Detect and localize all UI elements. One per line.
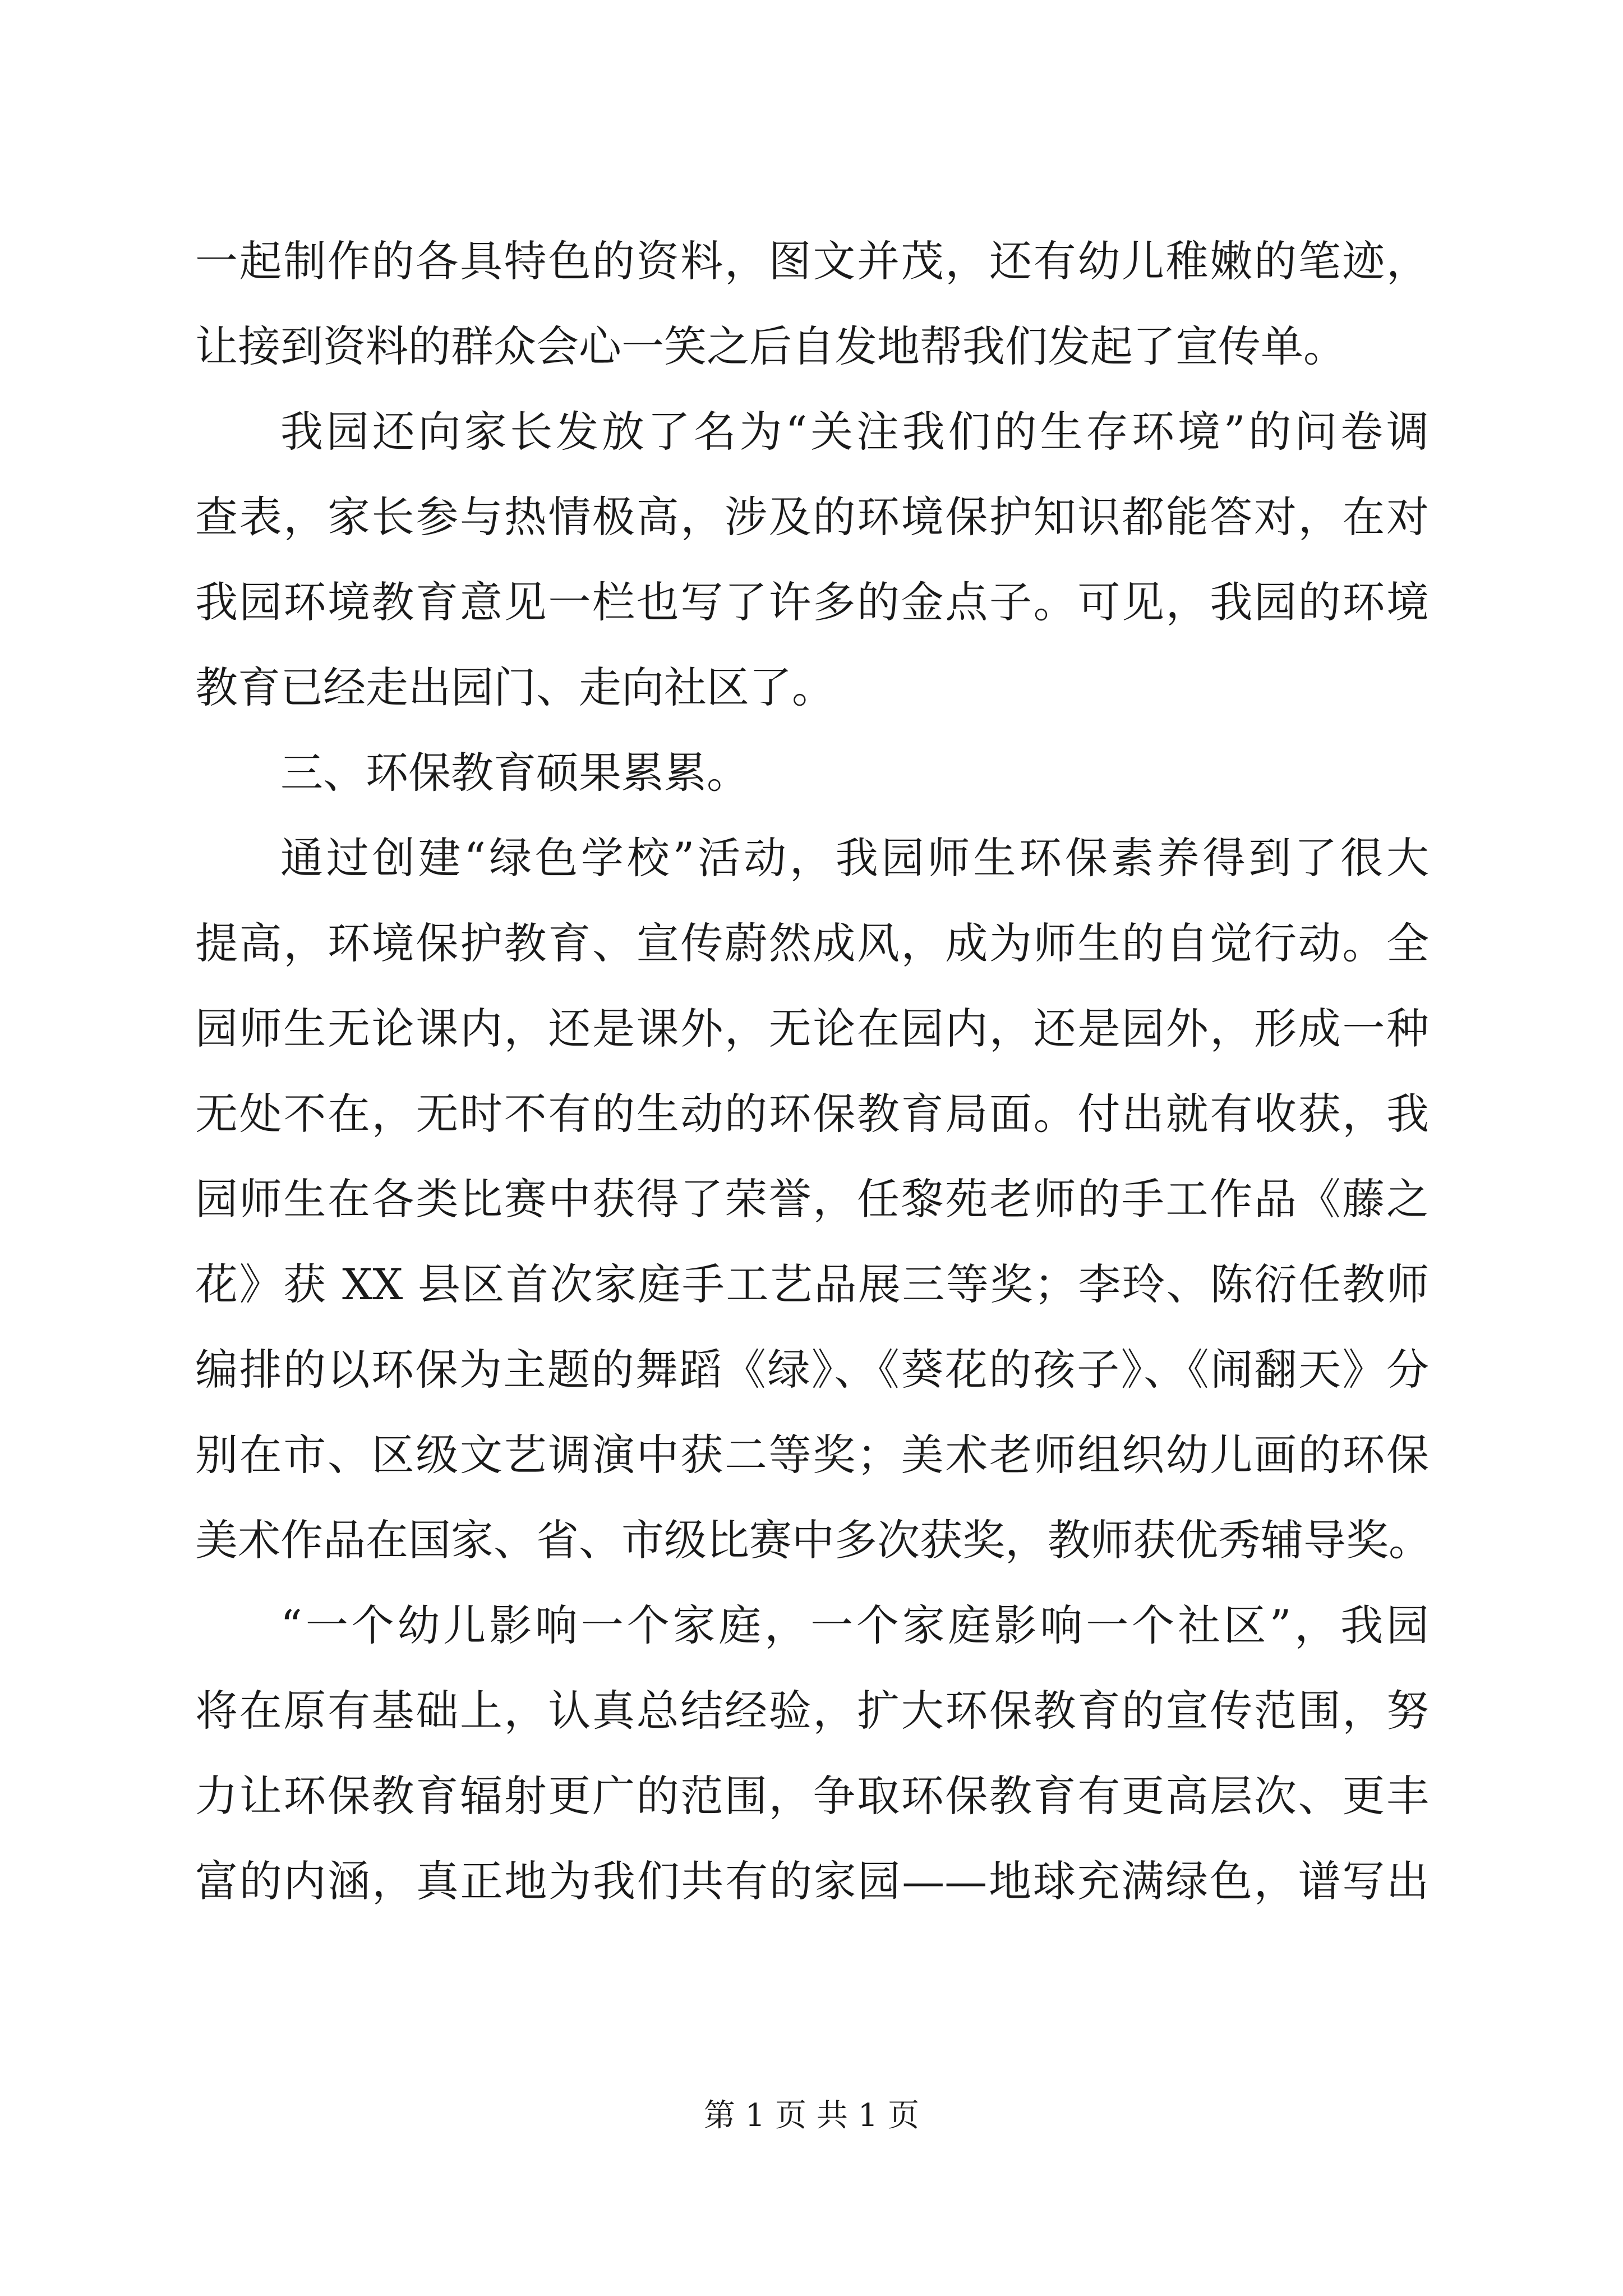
text-line: 富的内涵，真正地为我们共有的家园——地球充满绿色，谱写出 <box>195 1856 1429 1906</box>
text-line: 无处不在，无时不有的生动的环保教育局面。付出就有收获，我 <box>195 1089 1429 1139</box>
text-line: 教育已经走出园门、走向社区了。 <box>195 662 834 712</box>
text-line: “一个幼儿影响一个家庭，一个家庭影响一个社区”，我园 <box>280 1600 1429 1650</box>
text-line: 花》获 XX 县区首次家庭手工艺品展三等奖；李玲、陈衍任教师 <box>195 1259 1429 1309</box>
text-line: 查表，家长参与热情极高，涉及的环境保护知识都能答对，在对 <box>195 492 1429 542</box>
text-line: 我园还向家长发放了名为“关注我们的生存环境”的问卷调 <box>280 407 1429 457</box>
text-line: 我园环境教育意见一栏也写了许多的金点子。可见，我园的环境 <box>195 577 1429 627</box>
document-body <box>195 219 1429 1924</box>
text-line: 一起制作的各具特色的资料，图文并茂，还有幼儿稚嫩的笔迹， <box>195 236 1429 286</box>
text-line: 将在原有基础上，认真总结经验，扩大环保教育的宣传范围，努 <box>195 1686 1429 1736</box>
page-footer: 第 1 页 共 1 页 <box>703 2097 920 2134</box>
text-line: 园师生在各类比赛中获得了荣誉，任黎苑老师的手工作品《藤之 <box>195 1174 1429 1224</box>
text-line: 力让环保教育辐射更广的范围，争取环保教育有更高层次、更丰 <box>195 1771 1429 1821</box>
text-line: 园师生无论课内，还是课外，无论在园内，还是园外，形成一种 <box>195 1004 1429 1053</box>
text-line: 别在市、区级文艺调演中获二等奖；美术老师组织幼儿画的环保 <box>195 1430 1429 1480</box>
text-line: 让接到资料的群众会心一笑之后自发地帮我们发起了宣传单。 <box>195 321 1346 371</box>
text-line: 编排的以环保为主题的舞蹈《绿》、《葵花的孩子》、《闹翻天》分 <box>195 1345 1429 1395</box>
text-line: 提高，环境保护教育、宣传蔚然成风，成为师生的自觉行动。全 <box>195 918 1429 968</box>
text-line: 美术作品在国家、省、市级比赛中多次获奖，教师获优秀辅导奖。 <box>195 1515 1431 1565</box>
text-line: 通过创建“绿色学校”活动，我园师生环保素养得到了很大 <box>280 833 1429 883</box>
section-heading: 三、环保教育硕果累累。 <box>280 748 749 798</box>
